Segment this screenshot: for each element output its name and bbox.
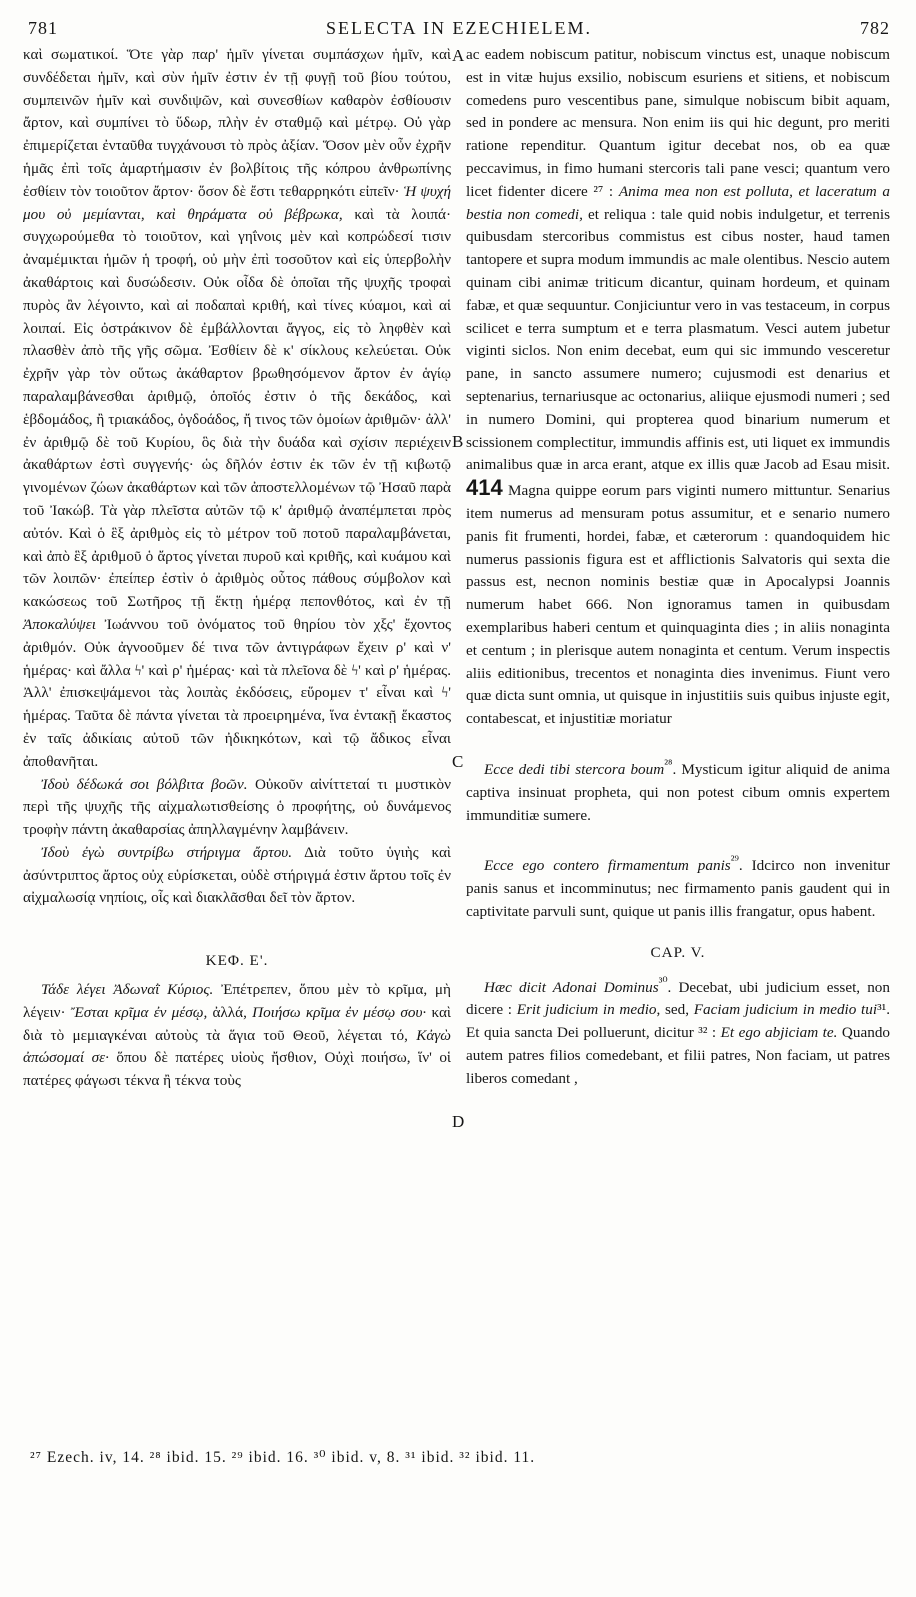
latin-chapter-heading: CAP. V. xyxy=(650,943,706,961)
latin-paragraph-3: Ecce ego contero firmamentum panis$^{^{29}}$. Idcirco non invenitur panis sanus et incomminutus; nec firmamento panis gaudent qui in captivitate parvuli sunt, quique ut panis illis frangatur, opus habent. xyxy=(466,853,890,921)
greek-column xyxy=(23,44,451,1093)
footnotes: ²⁷ Ezech. iv, 14. ²⁸ ibid. 15. ²⁹ ibid. 16. ³⁰ ibid. v, 8. ³¹ ibid. ³² ibid. 11. xyxy=(30,1449,536,1466)
greek-quote-1: Ἡ ψυχή μου οὐ μεμίανται, καὶ θηράματα οὐ βέβρωκα, xyxy=(23,182,452,223)
greek-apocalypse: Ἀποκαλύψει xyxy=(23,615,96,633)
greek-paragraph-3: Ἰδοὺ ἐγὼ συντρίβω στήριγμα ἄρτου. Διὰ τοῦτο ὑγιὴς καὶ ἀσύντριπτος ἄρτος οὐχ εὑρίσκεται, οὐδὲ στήριγμά ἐστιν ἄρτου τοῖς ἐν αἰχμαλωσίᾳ νηπίοις, οἷς καὶ διακλᾶσθαι δεῖ τὸν ἄρτον. xyxy=(23,843,452,907)
greek-paragraph-1: καὶ σωματικοί. Ὅτε γὰρ παρ' ἡμῖν γίνεται συμπάσχων ἡμῖν, καὶ συνδέδεται ἡμῖν, καὶ σὺν ἡμῖν ἐστιν ἐν τῇ φυγῇ τοῦ βίου τούτου, συμπεινῶν ἡμῖν καὶ συνδιψῶν, καὶ συνεσθίων καθαρὸν ἐσθίουσιν ἄρτον, καὶ συμπίνει τὸ ὕδωρ, πλὴν ἐν σταθμῷ καὶ μέτρῳ. Οὐ γὰρ ἐπιμερίζεται ἐνταῦθα τυγχάνουσι τὸ πρὸς ἀξίαν. Ὅσον μὲν οὖν ἐχρῆν ἡμᾶς ἐπὶ τοῖς ἁμαρτήμασιν ἐν βολβίτοις τῆς κόπρου ἀνθρωπίνης ἐσθίειν τὸν τοιοῦτον ἄρτον· ὅσον δὲ ἔστι τεθαρρηκότι εἰπεῖν· Ἡ ψυχή μου οὐ μεμίανται, καὶ θηράματα οὐ βέβρωκα, καὶ τὰ λοιπά· συγχωρούμεθα τὸ τοιοῦτον, καὶ γηΐνοις μὲν καὶ κοπρώδεσί τισιν ἀναμέμικται ἡμῶν ἡ τροφή, οὐ μὴν ἐπὶ τοσοῦτον καὶ εἰς ὑπερβολὴν ἀκαθάρτοις καὶ δυσώδεσιν. Οὐκ οἶδα δὲ ὁποῖαι τῆς ψυχῆς τροφαὶ πυρὸς ἂν λέγοιντο, καὶ αἱ ποδαπαὶ κριθή, καὶ τίνες κύαμοι, καὶ αἱ λοιπαί. Εἰς ὀστράκινον δὲ ἐμβάλλονται ἄγγος, εἰς τὸ ληφθὲν καὶ πλασθὲν ἀπὸ τῆς γῆς σῶμα. Ἐσθίειν δὲ κ' σίκλους κελεύεται. Οὐκ ἐχρῆν γὰρ τὸν οὕτως ἀκάθαρτον βρωθησόμενον ἄρτον ἐν ἁγίῳ παραλαμβάνεσθαι ἀριθμῷ, ὁποῖός ἐστιν ὁ τῆς δεκάδος, καὶ ἑβδομάδος, ἢ τριακάδος, ὀγδοάδος, ἤ τινος τῶν ὁμοίων ἀριθμῶν· ἀλλ' ἐν ἀριθμῷ δὲ τοῦ Κυρίου, ὃς διὰ τὴν δυάδα καὶ σχίσιν περιέχειν ἀκαθάρτων ἐστὶ συγγενής· ὡς δῆλόν ἐστιν ἐκ τῶν ἐν τῇ κιβωτῷ γινομένων ζώων ἀκαθάρτων καὶ τῶν ἀποστελλομένων τῷ Ἠσαῦ παρὰ τοῦ Ἰακώβ. Τὰ γὰρ πλεῖστα αὐτῶν τῷ κ' ἀριθμῷ ἀναπέμπεται πρὸς αὐτόν. Καὶ ὁ ἓξ ἀριθμὸς εἰς τὸ μέτρον τοῦ ποτοῦ παραλαμβάνεται, καὶ ἀπὸ ἓξ ἀριθμοῦ ὁ ἄρτος γίνεται πυροῦ καὶ κριθῆς, καὶ κυάμου καὶ τῶν λοιπῶν· ἐπείπερ ἐστὶν ὁ ἀριθμὸς οὗτος πάθους σύμβολον καὶ κακώσεως τοῦ Σωτῆρος τῇ ἕκτῃ ἡμέρᾳ πεπονθότος, καὶ ἐν τῇ Ἀποκαλύψει Ἰωάννου τοῦ ὀνόματος τοῦ θηρίου τὸν χξς' ἔχοντος ἀριθμόν. Οὐκ ἀγνοοῦμεν δέ τινα τῶν ἀντιγράφων ἔχειν ρ' καὶ ν' ἡμέρας· καὶ ἄλλα ϟ' καὶ ρ' ἡμέρας· καὶ τὰ πλεῖονα δὲ ϟ' καὶ ρ' ἡμέρας. Ἀλλ' ἐπισκεψάμενοι τὰς λοιπὰς ἐκδόσεις, εὕρομεν τ' εἶναι καὶ ϟ' ἡμέρας. Ταῦτα δὲ πάντα γίνεται τὰ προειρημένα, ἵνα ἐντακῇ ἕκαστος ἐν ταῖς ἀδικίαις αὐτοῦ τῶν ἠδικηκότων, καὶ τῷ ἄδικος εἶναι ἀποθανῆται. xyxy=(23,46,452,770)
latin-quote-1: Anima mea non est polluta, et laceratum a bestia non comedi, xyxy=(466,182,891,223)
section-marker-c: C xyxy=(452,752,464,771)
section-marker-d: D xyxy=(452,1112,465,1131)
running-title: SELECTA IN EZECHIELEM. xyxy=(325,18,593,38)
page-header xyxy=(28,18,890,44)
column-number-414: 414 xyxy=(466,475,503,501)
latin-column xyxy=(466,44,890,1091)
latin-paragraph-4: Hæc dicit Adonai Dominus$^{^{30}}$. Decebat, ubi judicium esset, non dicere : Erit judicium in medio, sed, Faciam judicium in medio tui³¹. Et quia sancta Dei polluerunt, dicitur ³² : Et ego abjiciam te. Quando autem patres filios comedebant, et filii patres, Non faciam, ut patres liberos comedant , xyxy=(466,974,891,1087)
latin-paragraph-2: Ecce dedi tibi stercora boum$^{^{28}}$. Mysticum igitur aliquid de anima captiva insinuat propheta, qui non potest cibum omnis expertem immunditiæ sumere. xyxy=(466,756,890,824)
greek-paragraph-4: Τάδε λέγει Ἀδωναῒ Κύριος. Ἐπέτρεπεν, ὅπου μὲν τὸ κρῖμα, μὴ λέγειν· Ἔσται κρῖμα ἐν μέσῳ, ἀλλά, Ποιήσω κρῖμα ἐν μέσῳ σου· καὶ διὰ τὸ μεμιαγκέναι αὐτοὺς τὰ ἅγια τοῦ Θεοῦ, λέγεται τό, Κἀγὼ ἀπώσομαί σε· ὅπου δὲ πατέρες υἱοὺς ἤσθιον, Οὐχὶ ποιήσω, ἵν' οἱ πατέρες φάγωσι τέκνα ἢ τέκνα τοὺς xyxy=(23,981,452,1090)
section-marker-b: B xyxy=(452,432,464,451)
section-marker-a: A xyxy=(452,46,465,65)
greek-paragraph-2: Ἰδοὺ δέδωκά σοι βόλβιτα βοῶν. Οὐκοῦν αἰνίττεταί τι μυστικὸν περὶ τῆς ψυχῆς τῆς αἰχμαλωτισθείσης ὁ προφήτης, οὐ δυνάμενος τροφὴν πάντη ἀκαθαρσίας ἀπηλλαγμένην λαμβάνειν. xyxy=(23,775,452,839)
page-number-right: 782 xyxy=(860,18,890,38)
page-number-left: 781 xyxy=(28,18,58,38)
greek-chapter-heading: ΚΕΦ. Ε'. xyxy=(205,952,269,970)
latin-paragraph-1: ac eadem nobiscum patitur, nobiscum vinctus est, unaque nobiscum est in vitæ hujus exsilio, nobiscum esuriens et sitiens, et nobiscum comedens puro vescentibus pane, simulque nobiscum bibit aquam, sed in pondere ac mensura. Non enim iis qui hic degunt, pro meriti ratione rependitur. Quantum igitur decebat nos, ob ea quæ peccavimus, in fimo humani stercoris tali pane vesci; quantum vero licet fidenter dicere ²⁷ : Anima mea non est polluta, et laceratum a bestia non comedi, et reliqua : tale quid nobis indulgetur, et terrenis quibusdam stercoribus commistus est cibus noster, haud tamen tantopere et supra modum immundis ac male olentibus. Nescio autem quinam cibi animæ triticum dicantur, quinam hordeum, et quinam fabæ, et quæ sequuntur. Conjiciuntur vero in vas testaceum, in corpus scilicet e terra sumptum et e terra plasmatum. Vesci autem jubetur viginti siclos. Non enim decebat, eum qui sic immundo vesceretur pane, in sancto assumere numero; cujusmodi est denarius et septenarius, ternariusque ac octonarius, aliique ejusmodi numeri ; sed in numero Domini, qui propterea quod binarium numerum et scissionem complectitur, immundis affinis est, uti liquet ex immundis animalibus quæ in arca erant, atque ex illis quæ Jacob ad Esau misit. 414 Magna quippe eorum pars viginti numero mittuntur. Senarius item numerus ad mensuram potus assumitur, et e senario numero panis fit frumenti, hordei, fabæ, et cæterorum : quandoquidem hic numerus passionis figura est et afflictionis Salvatoris qui sexta die passus est, necnon nominis bestiæ quæ in Apocalypsi Joannis numerum habet 666. Non ignoramus tamen in quibusdam exemplaribus haberi centum et quinquaginta dies ; in aliis nonaginta et centum ; in plerisque autem nonaginta et centum. Verum inspectis aliis editionibus, trecentos et nonaginta dies invenimus. Fiunt vero quæ dicta sunt omnia, ut quisque in injustitiis suis quibus injuste egit, contabescat, et injustitiæ moriatur xyxy=(466,46,891,728)
